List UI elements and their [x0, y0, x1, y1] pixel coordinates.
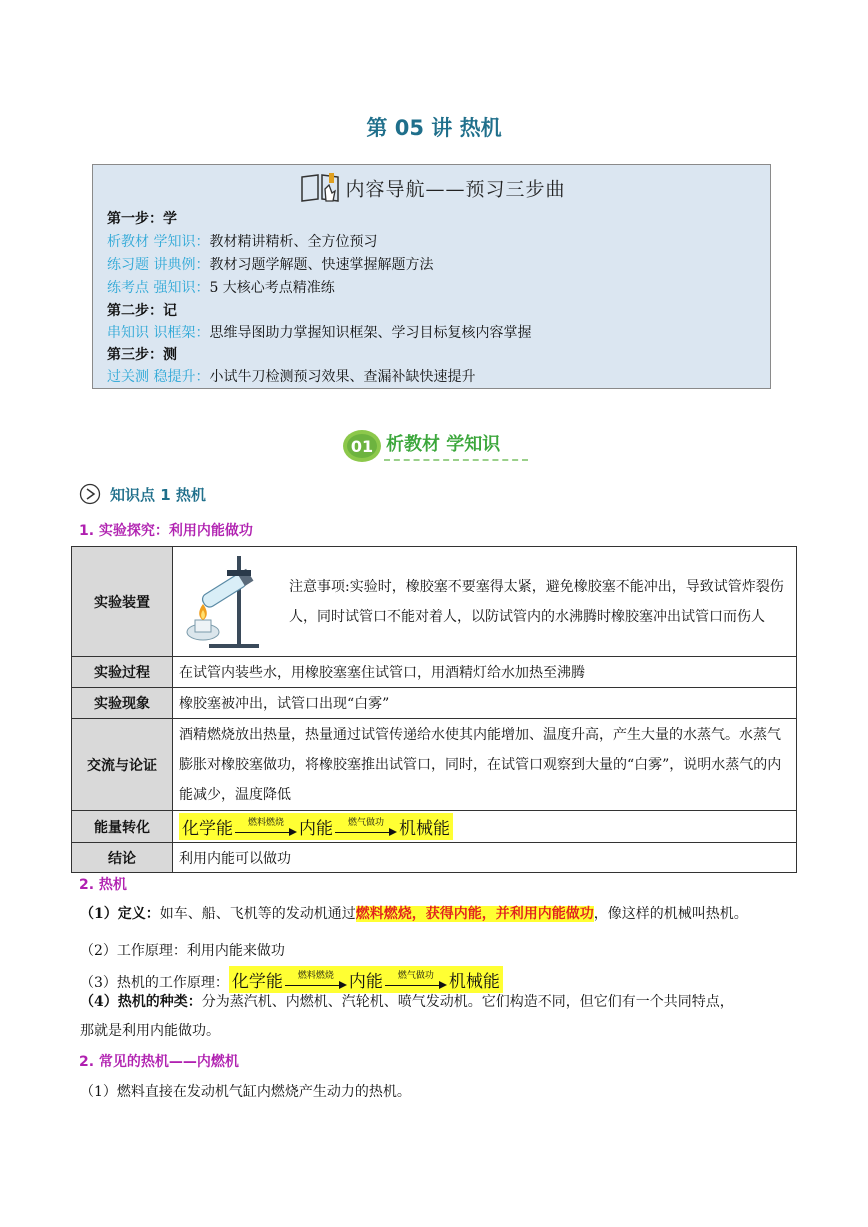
nav-heading — [93, 171, 772, 210]
apparatus-image — [179, 552, 283, 652]
label-conclusion: 结论 — [72, 843, 173, 873]
heading-heat-engine: 2. 热机 — [79, 877, 127, 893]
phenomenon-text: 橡胶塞被冲出，试管口出现“白雾” — [173, 688, 797, 719]
conclusion-text: 利用内能可以做功 — [173, 843, 797, 873]
types-line-2: 那就是利用内能做功。 — [80, 1023, 220, 1039]
chain-mechanical-2: 机械能 — [448, 972, 500, 992]
types-text: 分为蒸汽机、内燃机、汽轮机、喷气发动机。它们构造不同，但它们有一个共同特点， — [201, 994, 734, 1010]
nav-key-3: 练考点 强知识： — [107, 280, 210, 296]
page-title: 第 05 讲 热机 — [366, 116, 502, 140]
step-3: 第三步：测 — [107, 347, 177, 363]
heading-experiment: 1. 实验探究：利用内能做功 — [79, 523, 253, 539]
experiment-table — [71, 546, 797, 873]
arrow-label-work-2: 燃气做功 — [397, 970, 434, 981]
arrow-right-icon — [235, 817, 297, 837]
section-label: 析教材 学知识 — [386, 434, 501, 455]
discussion-text: 酒精燃烧放出热量，热量通过试管传递给水使其内能增加、温度升高，产生大量的水蒸气。水蒸气膨胀对橡胶塞做功，将橡胶塞推出试管口，同时，在试管口观察到大量的“白雾”，说明水蒸气的内能减少，温度降低 — [173, 719, 797, 811]
energy-chain-table — [179, 813, 453, 840]
label-energy-conversion: 能量转化 — [72, 811, 173, 843]
content-navigation-box — [92, 164, 771, 389]
step-2: 第二步：记 — [107, 303, 177, 319]
nav-key-5: 过关测 稳提升： — [107, 369, 210, 385]
definition-line — [80, 903, 748, 923]
nav-key-1: 析教材 学知识： — [107, 234, 210, 250]
label-discussion: 交流与论证 — [72, 719, 173, 811]
definition-label: （1）定义： — [80, 906, 160, 922]
definition-post: ，像这样的机械叫热机。 — [593, 906, 748, 922]
principle-chain-line — [80, 966, 503, 993]
arrow-label-burn-2: 燃料燃烧 — [297, 970, 334, 981]
section-badge — [342, 428, 382, 468]
arrow-label-burn: 燃料燃烧 — [247, 817, 284, 828]
chain-chemical: 化学能 — [182, 819, 233, 839]
types-line — [80, 991, 734, 1011]
arrow-label-work: 燃气做功 — [347, 817, 384, 828]
nav-key-2: 练习题 讲典例： — [107, 257, 210, 273]
nav-val-1: 教材精讲精析、全方位预习 — [209, 234, 378, 250]
knowledge-point-title: 知识点 1 热机 — [110, 486, 206, 504]
apparatus-note: 注意事项:实验时，橡胶塞不要塞得太紧，避免橡胶塞不能冲出，导致试管炸裂伤人，同时试管口不能对着人，以防试管内的水沸腾时橡胶塞冲出试管口而伤人 — [289, 578, 784, 625]
label-apparatus: 实验装置 — [72, 547, 173, 657]
section-divider — [384, 459, 528, 461]
definition-highlight: 燃料燃烧，获得内能，并利用内能做功 — [355, 906, 594, 922]
arrow-right-icon — [335, 817, 397, 837]
chain-internal: 内能 — [299, 819, 333, 839]
step-1: 第一步：学 — [107, 211, 177, 227]
nav-heading-text: 内容导航——预习三步曲 — [345, 178, 566, 201]
nav-val-4: 思维导图助力掌握知识框架、学习目标复核内容掌握 — [209, 325, 532, 341]
chain-internal-2: 内能 — [348, 972, 383, 992]
arrow-right-icon — [385, 970, 447, 990]
label-phenomenon: 实验现象 — [72, 688, 173, 719]
ice-definition: （1）燃料直接在发动机气缸内燃烧产生动力的热机。 — [80, 1084, 411, 1100]
types-label: （4）热机的种类： — [80, 994, 202, 1010]
nav-key-4: 串知识 识框架： — [107, 325, 210, 341]
nav-val-2: 教材习题学解题、快速掌握解题方法 — [209, 257, 434, 273]
nav-val-5: 小试牛刀检测预习效果、查漏补缺快速提升 — [209, 369, 476, 385]
working-principle: （2）工作原理：利用内能来做功 — [80, 943, 285, 959]
chain-chemical-2: 化学能 — [231, 972, 283, 992]
label-process: 实验过程 — [72, 657, 173, 688]
play-circle-icon — [79, 483, 101, 509]
nav-val-3: 5 大核心考点精准练 — [209, 280, 335, 296]
arrow-right-icon — [285, 970, 347, 990]
energy-chain-text — [229, 966, 503, 993]
definition-pre: 如车、船、飞机等的发动机通过 — [159, 906, 356, 922]
process-text: 在试管内装些水，用橡胶塞塞住试管口，用酒精灯给水加热至沸腾 — [173, 657, 797, 688]
chain-mechanical: 机械能 — [399, 819, 450, 839]
section-badge-number: 01 — [350, 437, 374, 456]
principle2-label: （3）热机的工作原理： — [80, 975, 229, 991]
open-book-icon — [299, 171, 341, 210]
heading-internal-combustion: 2. 常见的热机——内燃机 — [79, 1054, 239, 1070]
